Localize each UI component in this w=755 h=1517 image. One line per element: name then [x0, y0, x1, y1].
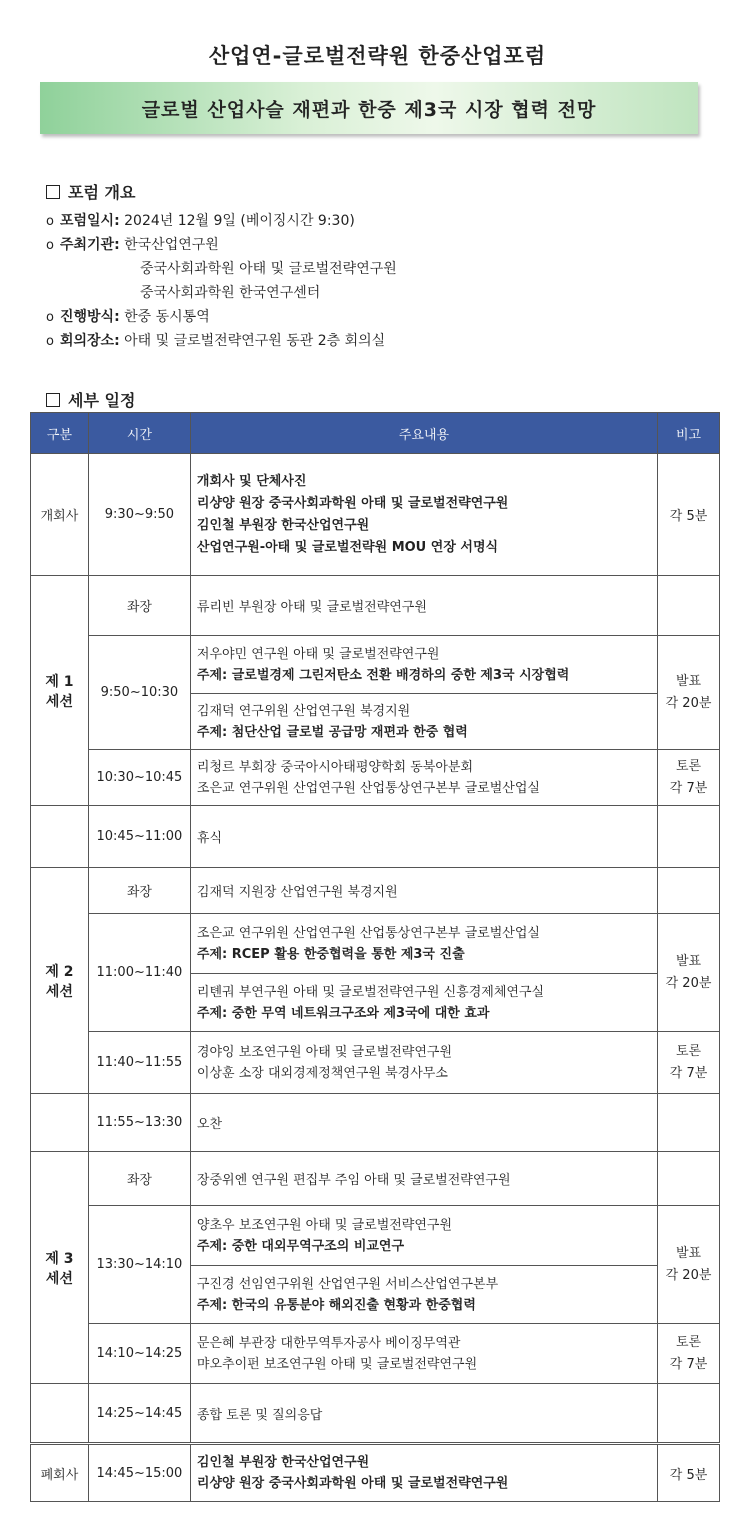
session2-label: 제 2 세션 [31, 868, 89, 1094]
s3-p2 [190, 1266, 657, 1324]
s1-p1-speaker: 저우야민 연구원 아태 및 글로벌전략연구원 [196, 646, 440, 662]
session1-label: 제 1 세션 [31, 576, 89, 806]
date-label: 포럼일시: [59, 213, 120, 229]
bullet-o-icon: o [46, 214, 54, 229]
s1-p2-speaker: 김재덕 연구위원 산업연구원 북경지원 [196, 703, 411, 719]
venue-label: 회의장소: [59, 333, 120, 349]
general-empty [31, 1384, 89, 1444]
host-2: 중국사회과학원 아태 및 글로벌전략연구원 [140, 261, 397, 277]
s3-d2: 먀오추이펀 보조연구원 아태 및 글로벌전략연구원 [196, 1356, 478, 1372]
general-note [658, 1384, 720, 1444]
table-row-s3-disc [31, 1324, 720, 1384]
s1-p2 [190, 694, 657, 750]
s1-chair-label: 좌장 [88, 576, 190, 636]
table-row-s1-disc [31, 750, 720, 806]
closing-line: 리샹양 원장 중국사회과학원 아태 및 글로벌전략연구원 [196, 1476, 509, 1491]
s1-pres-time: 9:50~10:30 [88, 636, 190, 750]
break-time: 10:45~11:00 [88, 806, 190, 868]
overview-method [46, 306, 210, 326]
lunch-empty [31, 1094, 89, 1152]
table-row-lunch [31, 1094, 720, 1152]
table-row-opening [31, 454, 720, 576]
s3-pres-time: 13:30~14:10 [88, 1206, 190, 1324]
s3-p1 [190, 1206, 657, 1266]
s1-p2-topic: 주제: 첨단산업 글로벌 공급망 재편과 한중 협력 [196, 724, 468, 740]
schedule-heading [46, 388, 135, 411]
s3-p1-speaker: 양초우 보조연구원 아태 및 글로벌전략연구원 [196, 1217, 453, 1233]
opening-note: 각 5분 [658, 454, 720, 576]
s2-disc-note: 토론 각 7분 [658, 1032, 720, 1094]
checkbox-square-icon [46, 393, 60, 407]
s3-disc-time: 14:10~14:25 [88, 1324, 190, 1384]
s2-chair-note [658, 868, 720, 914]
table-row-s3-p1 [31, 1206, 720, 1266]
s3-disc-note: 토론 각 7분 [658, 1324, 720, 1384]
opening-line: 산업연구원-아태 및 글로벌전략원 MOU 연장 서명식 [196, 539, 499, 555]
table-row-s2-disc [31, 1032, 720, 1094]
break-text: 휴식 [190, 806, 657, 868]
opening-time: 9:30~9:50 [88, 454, 190, 576]
s1-p1 [190, 636, 657, 694]
s3-p2-topic: 주제: 한국의 유통분야 해외진출 현황과 한중협력 [196, 1297, 476, 1313]
s1-disc [190, 750, 657, 806]
s2-pres-time: 11:00~11:40 [88, 914, 190, 1032]
checkbox-square-icon [46, 185, 60, 199]
header-category: 구분 [31, 413, 89, 454]
s3-disc [190, 1324, 657, 1384]
bullet-o-icon: o [46, 310, 54, 325]
general-text: 종합 토론 및 질의응답 [190, 1384, 657, 1444]
schedule-table [30, 412, 720, 1502]
host-label: 주최기관: [59, 237, 120, 253]
s2-d2: 이상훈 소장 대외경제정책연구원 북경사무소 [196, 1065, 448, 1081]
closing-note: 각 5분 [658, 1444, 720, 1502]
venue-value: 아태 및 글로벌전략연구원 동관 2층 회의실 [124, 333, 386, 349]
s2-disc-time: 11:40~11:55 [88, 1032, 190, 1094]
bullet-o-icon: o [46, 238, 54, 253]
opening-content [190, 454, 657, 576]
header-note: 비고 [658, 413, 720, 454]
table-row-s2-chair [31, 868, 720, 914]
page-title: 산업연-글로벌전략원 한중산업포럼 [208, 44, 547, 68]
header-content: 주요내용 [190, 413, 657, 454]
s1-p1-topic: 주제: 글로벌경제 그린저탄소 전환 배경하의 중한 제3국 시장협력 [196, 667, 570, 683]
closing-time: 14:45~15:00 [88, 1444, 190, 1502]
schedule-heading-text: 세부 일정 [68, 391, 136, 410]
s1-disc-note: 토론 각 7분 [658, 750, 720, 806]
s2-p2-topic: 주제: 중한 무역 네트워크구조와 제3국에 대한 효과 [196, 1005, 490, 1021]
closing-line: 김인철 부원장 한국산업연구원 [196, 1455, 370, 1470]
s1-d1: 리청르 부회장 중국아시아태평양학회 동북아분회 [196, 759, 474, 775]
s1-pres-note: 발표 각 20분 [658, 636, 720, 750]
s2-p2 [190, 974, 657, 1032]
opening-line: 김인철 부원장 한국산업연구원 [196, 517, 370, 533]
lunch-time: 11:55~13:30 [88, 1094, 190, 1152]
s2-chair: 김재덕 지원장 산업연구원 북경지원 [190, 868, 657, 914]
s2-p1 [190, 914, 657, 974]
header-time: 시간 [88, 413, 190, 454]
s2-disc [190, 1032, 657, 1094]
s1-chair-note [658, 576, 720, 636]
s2-pres-note: 발표 각 20분 [658, 914, 720, 1032]
table-row-break [31, 806, 720, 868]
table-row-s3-chair [31, 1152, 720, 1206]
host-1: 한국산업연구원 [124, 237, 219, 253]
break-empty [31, 806, 89, 868]
method-value: 한중 동시통역 [124, 309, 210, 325]
table-row-s1-p1 [31, 636, 720, 694]
s3-p2-speaker: 구진경 선임연구위원 산업연구원 서비스산업연구본부 [196, 1276, 499, 1292]
s3-d1: 문은혜 부관장 대한무역투자공사 베이징무역관 [196, 1335, 461, 1351]
s2-p2-speaker: 리톈궈 부연구원 아태 및 글로벌전략연구원 신흥경제체연구실 [196, 984, 545, 1000]
s2-p1-topic: 주제: RCEP 활용 한중협력을 통한 제3국 진출 [196, 946, 465, 962]
s1-d2: 조은교 연구위원 산업연구원 산업통상연구본부 글로벌산업실 [196, 780, 540, 796]
general-time: 14:25~14:45 [88, 1384, 190, 1444]
bullet-o-icon: o [46, 334, 54, 349]
session3-label: 제 3 세션 [31, 1152, 89, 1384]
method-label: 진행방식: [59, 309, 120, 325]
s1-disc-time: 10:30~10:45 [88, 750, 190, 806]
s3-p1-topic: 주제: 중한 대외무역구조의 비교연구 [196, 1238, 405, 1254]
table-row-general [31, 1384, 720, 1444]
overview-host [46, 234, 646, 304]
s2-p1-speaker: 조은교 연구위원 산업연구원 산업통상연구본부 글로벌산업실 [196, 925, 540, 941]
lunch-text: 오찬 [190, 1094, 657, 1152]
opening-line: 리샹양 원장 중국사회과학원 아태 및 글로벌전략연구원 [196, 495, 509, 511]
s3-pres-note: 발표 각 20분 [658, 1206, 720, 1324]
table-row-s1-chair [31, 576, 720, 636]
opening-line: 개회사 및 단체사진 [196, 473, 307, 489]
closing-label: 폐회사 [31, 1444, 89, 1502]
table-row-closing [31, 1444, 720, 1502]
closing-content [190, 1444, 657, 1502]
break-note [658, 806, 720, 868]
table-header-row [31, 413, 720, 454]
overview-heading-text: 포럼 개요 [68, 183, 136, 202]
s2-chair-label: 좌장 [88, 868, 190, 914]
host-3: 중국사회과학원 한국연구센터 [140, 285, 321, 301]
overview-date [46, 210, 355, 230]
overview-heading [46, 180, 135, 203]
subtitle-banner: 글로벌 산업사슬 재편과 한중 제3국 시장 협력 전망 [40, 82, 698, 134]
table-row-s2-p1 [31, 914, 720, 974]
s2-d1: 경야잉 보조연구원 아태 및 글로벌전략연구원 [196, 1044, 453, 1060]
lunch-note [658, 1094, 720, 1152]
s3-chair: 장중위엔 연구원 편집부 주임 아태 및 글로벌전략연구원 [190, 1152, 657, 1206]
s3-chair-label: 좌장 [88, 1152, 190, 1206]
s1-chair: 류리빈 부원장 아태 및 글로벌전략연구원 [190, 576, 657, 636]
opening-label: 개회사 [31, 454, 89, 576]
s3-chair-note [658, 1152, 720, 1206]
overview-venue [46, 330, 385, 350]
date-value: 2024년 12월 9일 (베이징시간 9:30) [124, 213, 355, 229]
